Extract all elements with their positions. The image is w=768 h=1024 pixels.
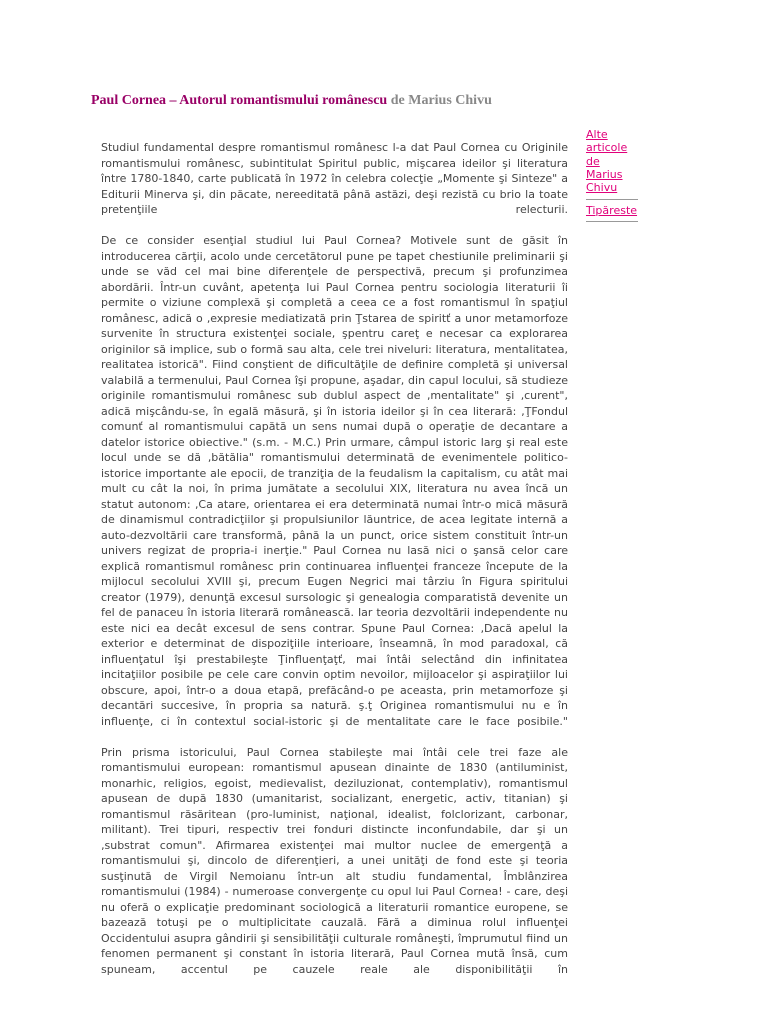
article-paragraph: Prin prisma istoricului, Paul Cornea stabileşte mai întâi cele trei faze ale romantismului european: romantismul apusean dinainte de 1830 (antiluminist, monarhic, religios, egoist, medievalist, deziluzionat, contemplativ), romantismul apusean de după 1830 (umanitarist, socializant, energetic, activ, titanian) şi romantismul răsăritean (pro-luminist, naţional, idealist, folclorizant, carbonar, militant). Trei tipuri, respectiv trei fonduri distincte inconfundabile, dar şi un ‚substrat comun". Afirmarea existenţei mai multor nuclee de emergenţă a romantismului şi, dincolo de diferenţieri, a unei unităţi de fond este şi teoria susţinută de Virgil Nemoianu într-un alt studiu fundamental, Îmblânzirea romantismului (1984) - numeroase convergenţe cu opul lui Paul Cornea! - care, deşi nu oferă o explicaţie predominant sociologică a literaturii romantice europene, se bazează totuşi pe o multiplicitate cauzală. Fără a diminua rolul influenţei Occidentului asupra gândirii şi sensibilităţii culturale româneşti, împrumutul fiind un fenomen permanent şi constant în istoria literară, Paul Cornea mută însă, cum spuneam, accentul pe cauzele reale ale disponibilităţii în [101,745,568,976]
sidebar [586,128,638,222]
article-title [91,93,492,109]
more-articles-link[interactable]: Alte articole de Marius Chivu [586,128,628,195]
article-author: de Marius Chivu [390,93,492,108]
article-title-text: Paul Cornea – Autorul romantismului românescu [91,93,388,108]
article-body [101,140,568,993]
print-link[interactable]: Tipăreste [586,204,638,218]
sidebar-divider [586,199,638,200]
article-paragraph: De ce consider esenţial studiul lui Paul Cornea? Motivele sunt de găsit în introducerea cărţii, acolo unde cercetătorul pune pe tapet chestiunile preliminarii şi unde se văd cel mai bine diferenţele de perspectivă, precum şi profunzimea abordării. Într-un cuvânt, apetenţa lui Paul Cornea pentru sociologia literaturii îi permite o viziune complexă şi completă a ceea ce a fost romantismul în spaţiul românesc, adică o ‚expresie mediatizată prin Ţstarea de spiritť a unor metamorfoze survenite în structura existenţei sociale, şpentru careţ e necesar ca explorarea originilor să implice, sub o formă sau alta, cele trei niveluri: literatura, mentalitatea, realitatea istorică". Fiind conştient de dificultăţile de definire completă şi universal valabilă a termenului, Paul Cornea îşi propune, aşadar, din capul locului, să studieze originile romantismului românesc sub dublul aspect de ‚mentalitate" şi ‚curent", adică mişcându-se, în egală măsură, şi în istoria ideilor şi în cea literară: ‚ŢFondul comunť al romantismului capătă un sens numai după o operaţie de decantare a datelor istorice obiective." (s.m. - M.C.) Prin urmare, câmpul istoric larg şi real este locul unde se dă ‚bătălia" romantismului determinată de evenimentele politico-istorice importante ale epocii, de tranziţia de la feudalism la capitalism, cu atât mai mult cu cât la noi, în prima jumătate a secolului XIX, literatura nu avea încă un statut autonom: ‚Ca atare, orientarea ei era determinată numai într-o mică măsură de dinamismul contradicţiilor şi propulsiunilor lăuntrice, de acea legitate internă a auto-dezvoltării care transformă, până la un punct, orice sistem constituit într-un univers regizat de propria-i inerţie." Paul Cornea nu lasă nici o şansă celor care explică romantismul românesc prin continuarea influenţei franceze începute de la mijlocul secolului XVIII şi, precum Eugen Negrici mai târziu în Figura spiritului creator (1979), denunţă excesul sursologic şi genealogia comparatistă devenite un fel de panaceu în istoria literară românească. Iar teoria dezvoltării independente nu este nici ea decât excesul de sens contrar. Spune Paul Cornea: ‚Dacă apelul la exterior e determinat de dispoziţiile interioare, înseamnă, în mod paradoxal, că influenţatul îşi prestabileşte Ţinfluenţaţť, mai întâi selectând din infinitatea incitaţiilor posibile pe cele care convin optim nevoilor, mijloacelor şi aspiraţiilor lui obscure, apoi, într-o a doua etapă, prefăcând-o pe aceasta, prin metamorfoze şi decantări succesive, în propria sa natură. ş.ţ Originea romantismului nu e în influenţe, ci în contextul social-istoric şi de mentalitate care le face posibile." [101,234,568,728]
sidebar-divider [586,221,638,222]
article-paragraph: Studiul fundamental despre romantismul românesc l-a dat Paul Cornea cu Originile romantismului românesc, subintitulat Spiritul public, mişcarea ideilor şi literatura între 1780-1840, carte publicată în 1972 în celebra colecţie „Momente şi Sinteze" a Editurii Minerva şi, din păcate, nereeditată până astăzi, deşi rezistă cu brio la toate pretenţiile relecturii. [101,141,568,216]
